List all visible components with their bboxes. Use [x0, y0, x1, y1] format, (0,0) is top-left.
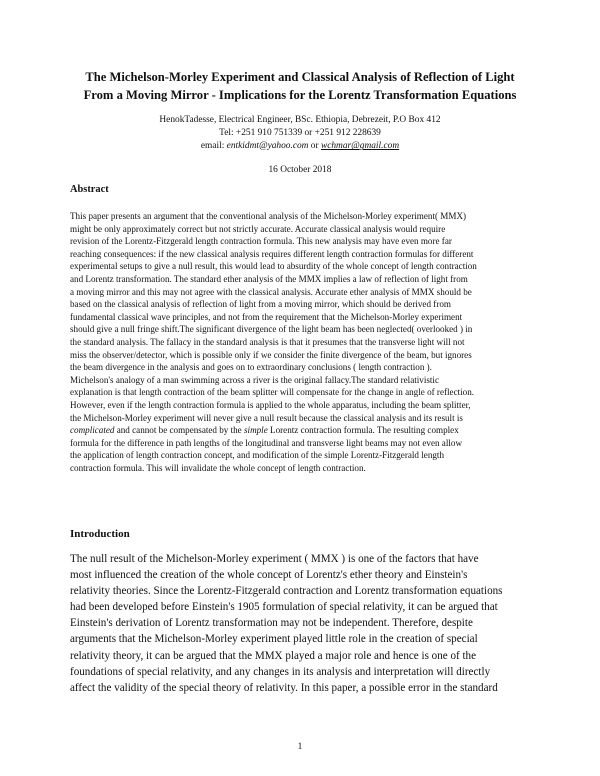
email-separator: or [308, 141, 321, 152]
intro-line: foundations of special relativity, and any changes in its analysis and interpretation will directly [70, 665, 491, 678]
intro-line: relativity theory, it can be argued that the MMX played a major role and hence is one of the [70, 649, 477, 662]
abstract-line: reaching consequences: if the new classical analysis requires different length contraction formulas for different [70, 248, 474, 259]
intro-line: had been developed before Einstein's 1905 formulation of special relativity, it can be argued that [70, 601, 498, 614]
author-affiliation: HenokTadesse, Electrical Engineer, BSc. Ethiopia, Debrezeit, P.O Box 412 [159, 115, 441, 125]
abstract-line: explanation is that length contraction of the beam splitter will compensate for the change in angle of reflection. [70, 387, 475, 398]
abstract-line: This paper presents an argument that the conventional analysis of the Michelson-Morley experiment( MMX) [70, 211, 467, 221]
abstract-line: the Michelson-Morley experiment will never give a null result because the classical analysis and its result is [70, 412, 463, 423]
abstract-line-emphasis [70, 424, 540, 437]
paper-title [60, 68, 540, 104]
author-email-line [60, 140, 540, 153]
abstract-line: fundamental classical wave principles, and not from the requirement that the Michelson-Morley experiment [70, 311, 463, 322]
author-phone: Tel: +251 910 751339 or +251 912 228639 [219, 128, 381, 139]
email-label: email: [200, 141, 227, 152]
abstract-line: revision of the Lorentz-Fitzgerald length contraction formula. This new analysis may have even more far [70, 236, 452, 247]
abstract-line: miss the observer/detector, which is possible only if we consider the finite divergence of the beam, but ignores [70, 349, 472, 360]
abstract-line: Michelson's analogy of a man swimming across a river is the original fallacy.The standard relativistic [70, 374, 439, 385]
email-link-gmail[interactable]: wchmar@gmail.com [320, 141, 400, 152]
abstract-line: based on the classical analysis of reflection of light from a moving mirror, which should be derived from [70, 299, 451, 310]
emphasis-complicated: complicated [70, 425, 115, 436]
introduction-heading: Introduction [70, 528, 130, 540]
abstract-line: the beam divergence in the analysis and goes on to extraordinary conclusions ( length contraction ). [70, 362, 432, 373]
abstract-heading: Abstract [70, 184, 109, 195]
introduction-text [70, 551, 540, 696]
intro-line: Einstein's derivation of Lorentz transformation may not be independent. Therefore, despite [70, 617, 473, 630]
abstract-line: experimental setups to give a null result, this would lead to absurdity of the whole concept of length contraction [70, 261, 477, 272]
abstract-line: However, even if the length contraction formula is applied to the whole apparatus, including the beam splitter, [70, 399, 471, 410]
abstract-line: should give a null fringe shift.The significant divergence of the light beam has been neglected( overlooked ) in [70, 324, 473, 335]
abstract-line-end: Lorentz contraction formula. The resulting complex [267, 425, 459, 436]
intro-line: relativity theories. Since the Lorentz-Fitzgerald contraction and Lorentz transformation equations [70, 585, 503, 598]
abstract-line: formula for the difference in path lengths of the longitudinal and transverse light beams may not even allow [70, 437, 463, 448]
author-block [60, 114, 540, 154]
abstract-line: a moving mirror and this may not agree with the classical analysis. Accurate ether analysis of MMX should be [70, 286, 472, 297]
paper-date: 16 October 2018 [268, 165, 332, 175]
intro-line: most influenced the creation of the whole concept of Lorentz's ether theory and Einstein's [70, 569, 468, 582]
abstract-line: the standard analysis. The fallacy in the standard analysis is that it presumes that the transverse light will not [70, 336, 465, 347]
email-link-yahoo[interactable]: entkidmt@yahoo.com [226, 141, 309, 152]
abstract-text [70, 210, 540, 474]
abstract-line: contraction formula. This will invalidate the whole concept of length contraction. [70, 462, 366, 473]
abstract-line: and Lorentz transformation. The standard ether analysis of the MMX implies a law of reflection of light from [70, 273, 468, 284]
title-line-2: From a Moving Mirror - Implications for the Lorentz Transformation Equations [83, 88, 517, 102]
emphasis-simple: simple [244, 425, 268, 436]
intro-line: The null result of the Michelson-Morley experiment ( MMX ) is one of the factors that have [70, 553, 479, 565]
intro-line: affect the validity of the special theory of relativity. In this paper, a possible error in the standard [70, 681, 498, 694]
abstract-line: the application of length contraction concept, and modification of the simple Lorentz-Fitzgerald length [70, 450, 444, 461]
title-line-1: The Michelson-Morley Experiment and Classical Analysis of Reflection of Light [85, 70, 515, 84]
intro-line: arguments that the Michelson-Morley experiment played little role in the creation of special [70, 633, 478, 646]
page-number: 1 [297, 742, 303, 752]
abstract-line: might be only approximately correct but not strictly accurate. Accurate classical analysis would require [70, 223, 446, 234]
abstract-line-mid: and cannot be compensated by the [114, 425, 244, 436]
